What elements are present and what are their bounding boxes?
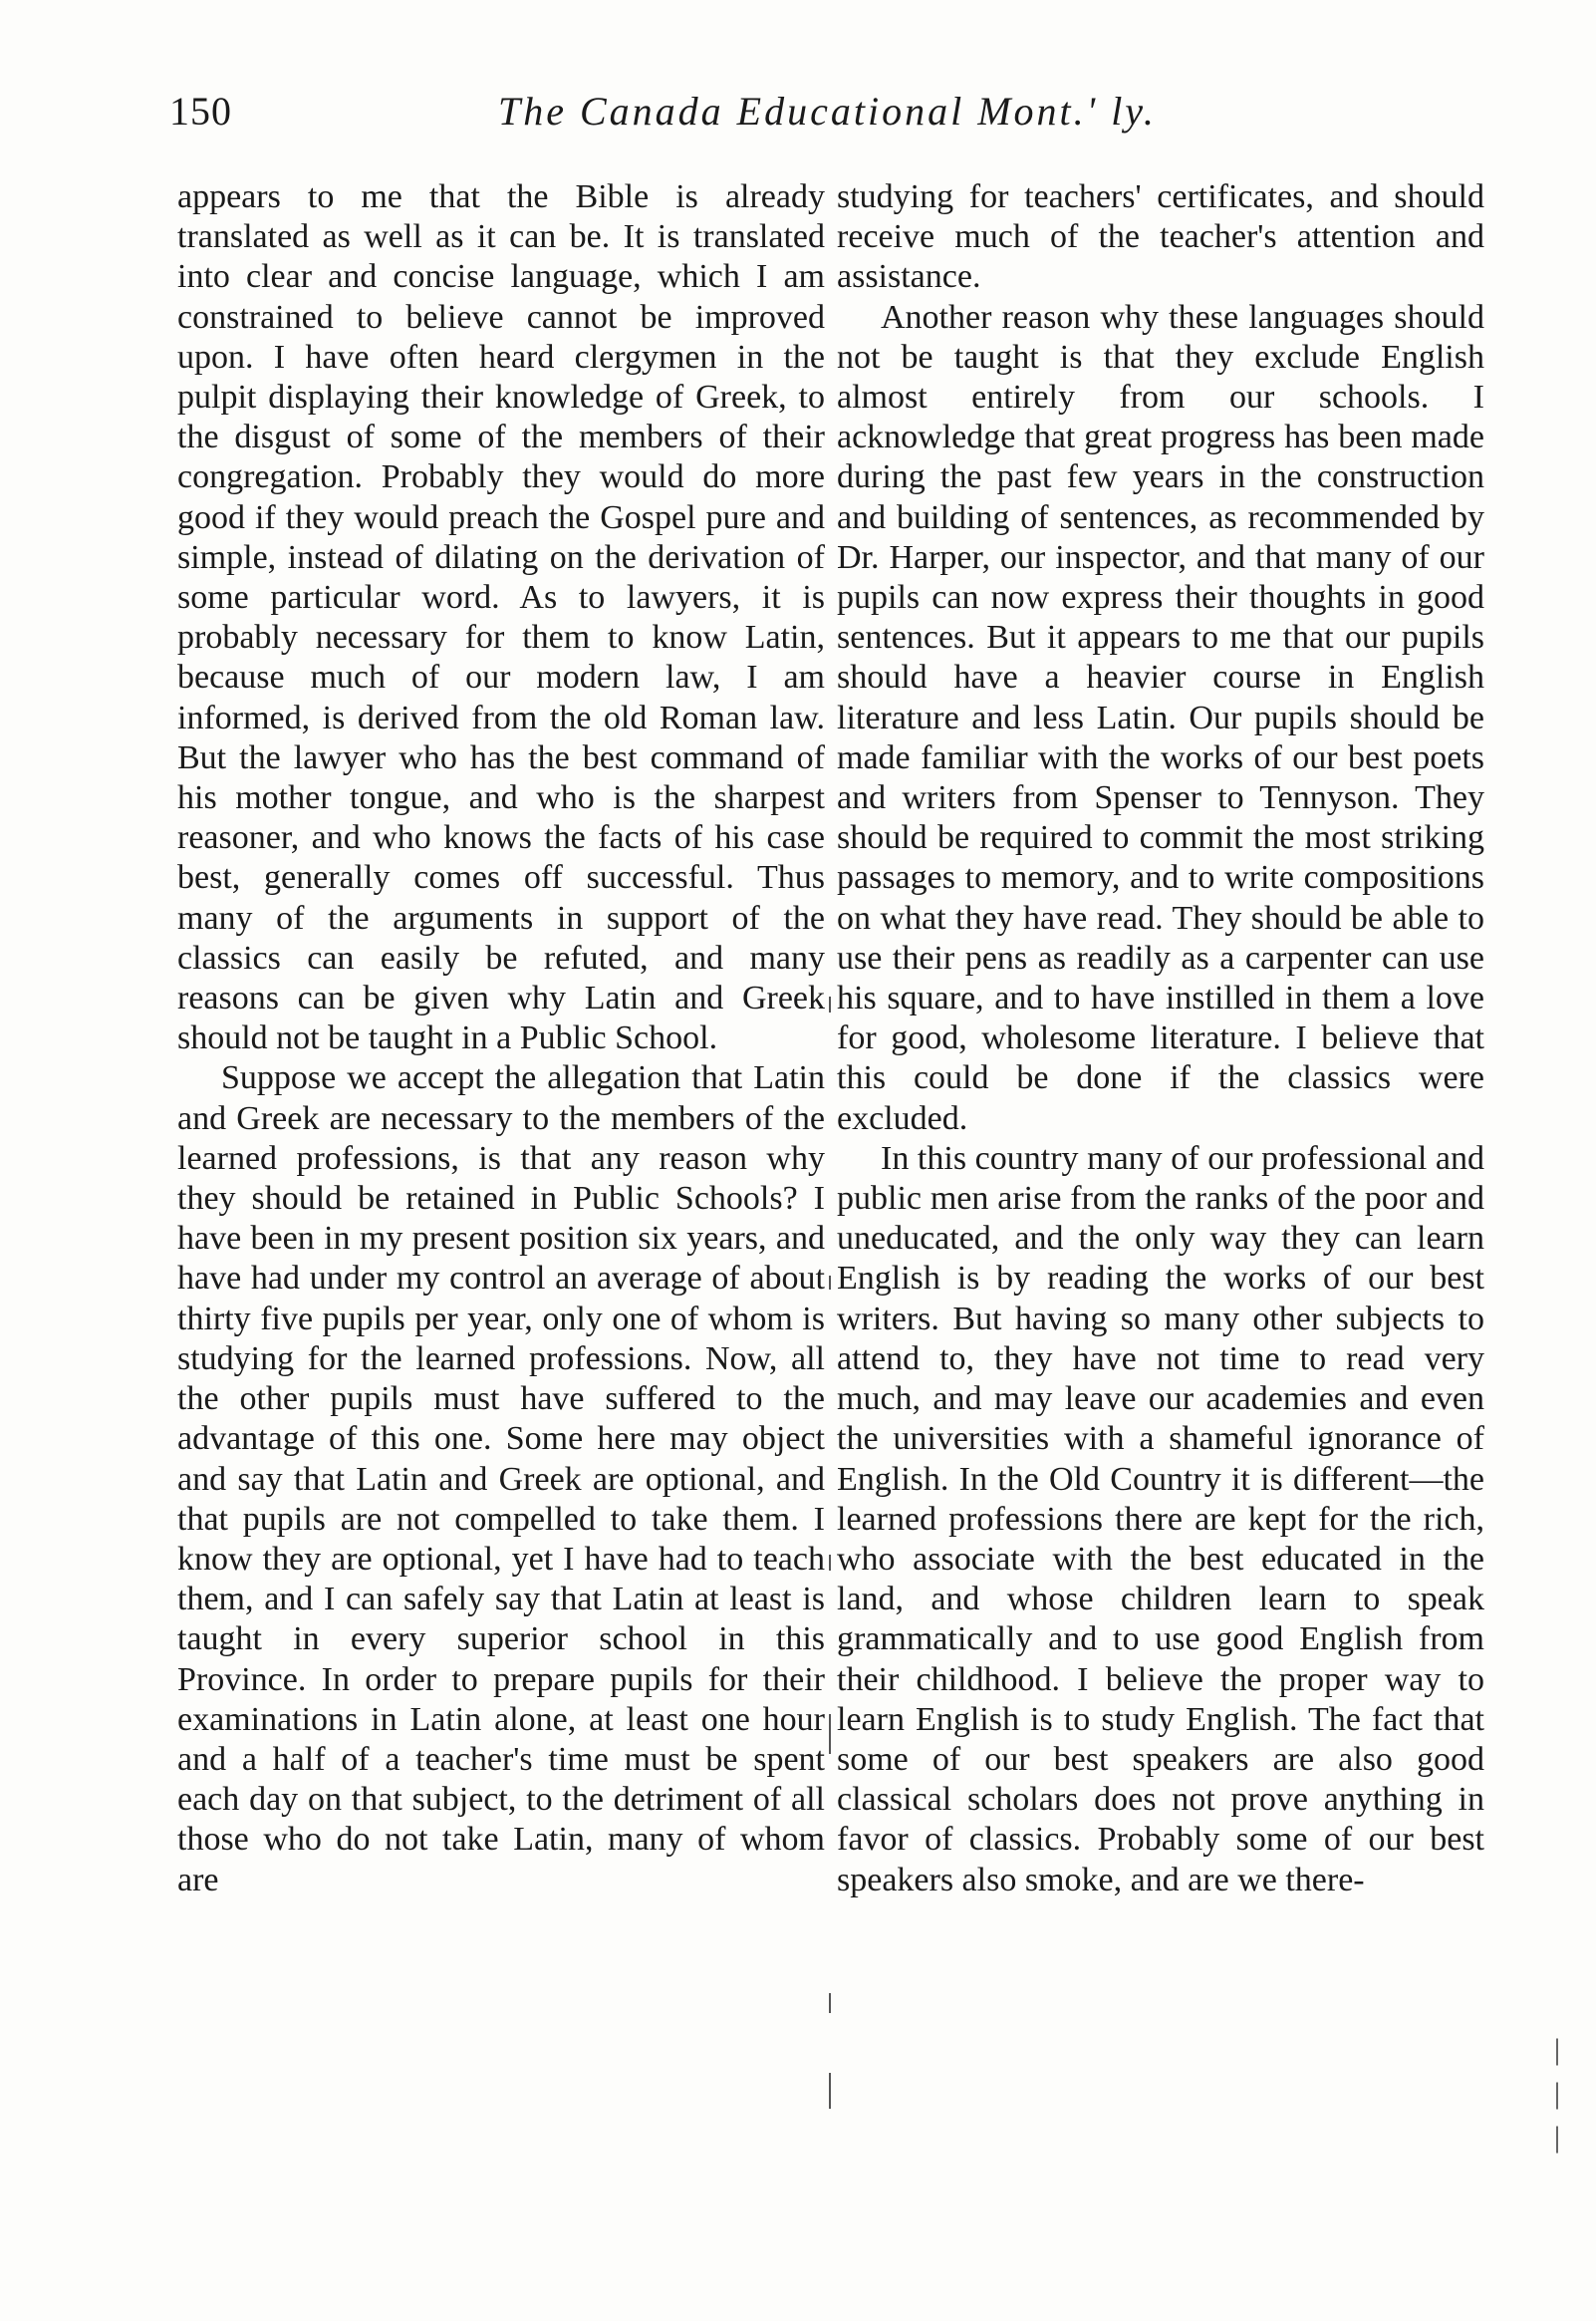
left-paragraph-1: appears to me that the Bible is already translated as well as it can be. It is translated into clear and concise language, which I am constrained to believe cannot be improved upon. I have often heard clergymen in the pulpit displaying their knowledge of Greek, to the disgust of some of the members of their congregation. Probably they would do more good if they would preach the Gospel pure and simple, instead of dilating on the derivation of some particular word. As to lawyers, it is probably necessary for them to know Latin, because much of our modern law, I am informed, is derived from the old Roman law. But the lawyer who has the best command of his mother tongue, and who is the sharpest reasoner, and who knows the facts of his case best, generally comes off successful. Thus many of the arguments in support of the classics can easily be refuted, and many reasons can be given why Latin and Greek should not be taught in a Public School. (177, 178, 825, 1057)
left-paragraph-2: Suppose we accept the allegation that Latin and Greek are necessary to the members of the learned professions, is that any reason why they should be retained in Public Schools? I have been in my present position six years, and have had under my control an average of about thirty five pupils per year, only one of whom is studying for the learned professions. Now, all the other pupils must have suffered to the advantage of this one. Some here may object and say that Latin and Greek are optional, and that pupils are not compelled to take them. I know they are optional, yet I have had to teach them, and I can safely say that Latin at least is taught in every superior school in this Province. In order to prepare pupils for their examinations in Latin alone, at least one hour and a half of a teacher's time must be spent each day on that subject, to the detriment of all those who do not take Latin, many of whom are (177, 1059, 825, 1898)
right-paragraph-3: In this country many of our professional and public men arise from the ranks of the poor and uneducated, and the only way they can learn English is by reading the works of our best writers. But having so many other subjects to attend to, they have not time to read very much, and may leave our academies and even the universities with a shameful ignorance of English. In the Old Country it is different—the learned professions there are kept for the rich, who associate with the best educated in the land, and whose children learn to speak grammatically and to use good English from their childhood. I believe the proper way to learn English is to study English. The fact that some of our best speakers are also good classical scholars does not prove anything in favor of classics. Probably some of our best speakers also smoke, and are we there- (837, 1139, 1484, 1898)
page-number: 150 (169, 89, 232, 134)
scan-edge-marks: | | | (1554, 2033, 1561, 2154)
page-header (169, 88, 1474, 147)
column-gutter-marks (829, 558, 831, 2272)
left-column (177, 177, 825, 1900)
right-column (837, 177, 1484, 1900)
running-title: The Canada Educational Mont.' ly. (498, 89, 1157, 134)
right-paragraph-1: studying for teachers' certificates, and should receive much of the teacher's attention and assistance. (837, 178, 1484, 296)
right-paragraph-2: Another reason why these languages should not be taught is that they exclude English almost entirely from our schools. I acknowledge that great progress has been made during the past few years in the construction and building of sentences, as recommended by Dr. Harper, our inspector, and that many of our pupils can now express their thoughts in good sentences. But it appears to me that our pupils should have a heavier course in English literature and less Latin. Our pupils should be made familiar with the works of our best poets and writers from Spenser to Tennyson. They should be required to commit the most striking passages to memory, and to write compositions on what they have read. They should be able to use their pens as readily as a carpenter can use his square, and to have instilled in them a love for good, wholesome literature. I believe that this could be done if the classics were excluded. (837, 298, 1484, 1137)
